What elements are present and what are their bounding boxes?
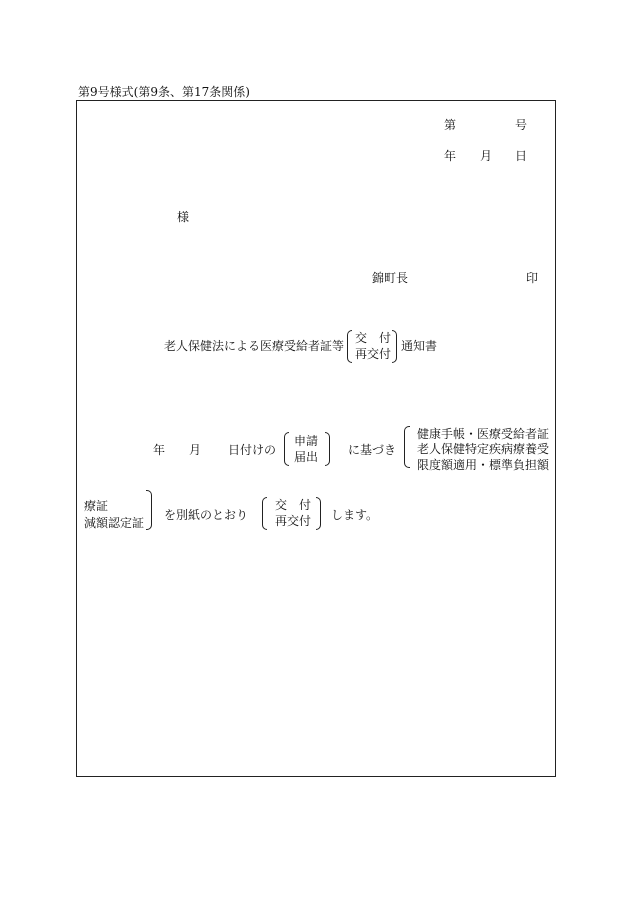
title-bracket-right — [392, 330, 397, 363]
notice-title-main: 老人保健法による医療受給者証等 — [164, 339, 345, 353]
form-header: 第9号様式(第9条、第17条関係) — [78, 85, 250, 99]
request-bracket-right — [325, 432, 330, 466]
issuer-seal: 印 — [526, 271, 539, 285]
document-option-limit-amount: 限度額適用・標準負担額 — [417, 458, 550, 472]
document-continuation-reduction: 減額認定証 — [84, 516, 145, 530]
document-bracket-right — [146, 490, 152, 530]
date-day: 日 — [515, 149, 528, 163]
document-continuation-certificate: 療証 — [84, 499, 109, 513]
title-option-reissue: 再交付 — [355, 347, 392, 361]
request-option-notification: 届出 — [294, 450, 319, 464]
action-option-issue: 交 付 — [275, 498, 312, 512]
document-option-specific-disease: 老人保健特定疾病療養受 — [417, 442, 550, 456]
number-label-go: 号 — [515, 118, 528, 132]
document-option-health-book: 健康手帳・医療受給者証 — [417, 427, 550, 441]
date-year: 年 — [444, 149, 457, 163]
addressee-suffix: 様 — [177, 210, 190, 224]
based-on-text: に基づき — [348, 443, 397, 457]
notice-title-suffix: 通知書 — [401, 339, 438, 353]
date-month: 月 — [480, 149, 493, 163]
attached-text: を別紙のとおり — [164, 508, 249, 522]
action-bracket-left — [262, 497, 267, 530]
body-date-suffix: 日付けの — [228, 443, 277, 457]
action-bracket-right — [316, 497, 321, 530]
body-year: 年 — [153, 443, 166, 457]
number-label-dai: 第 — [444, 118, 457, 132]
body-month: 月 — [189, 443, 202, 457]
request-bracket-left — [284, 432, 289, 466]
closing-text: します。 — [331, 508, 379, 522]
document-bracket-left — [404, 426, 410, 468]
title-bracket-left — [347, 330, 352, 363]
title-option-issue: 交 付 — [355, 331, 392, 345]
request-option-application: 申請 — [294, 434, 319, 448]
issuer-title: 錦町長 — [372, 271, 409, 285]
action-option-reissue: 再交付 — [275, 514, 312, 528]
